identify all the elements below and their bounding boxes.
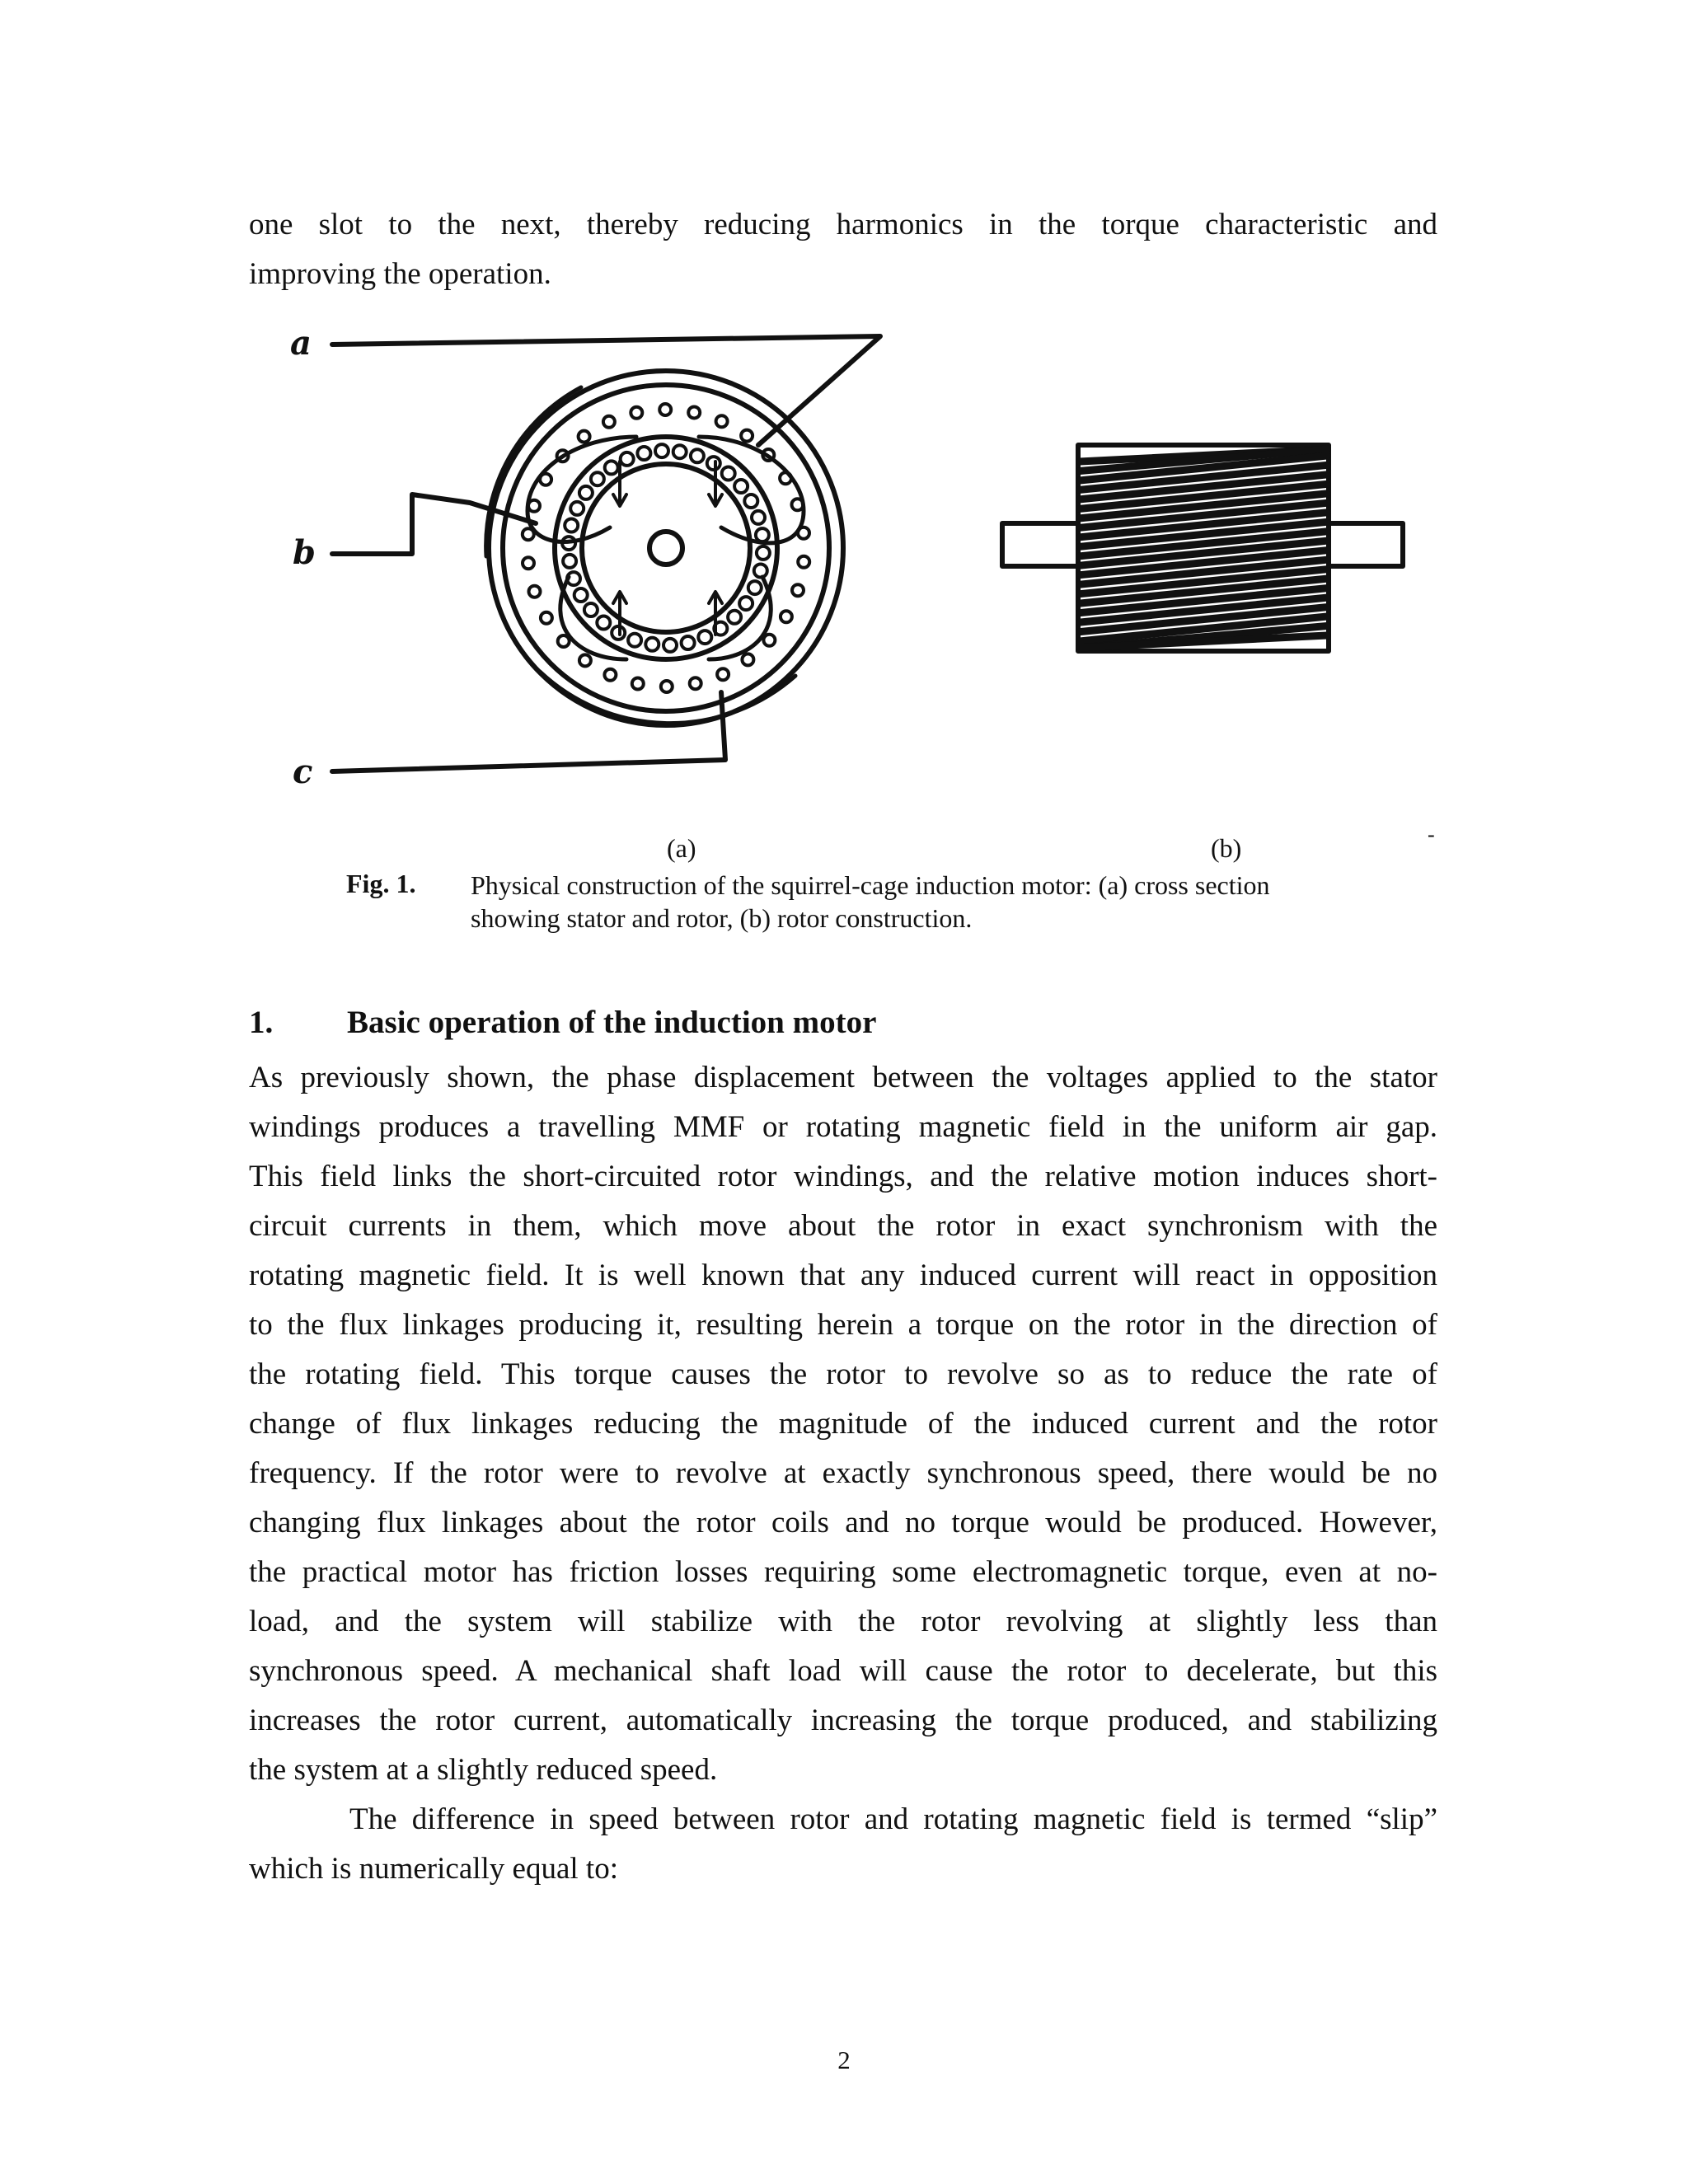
section-number: 1.	[249, 1005, 274, 1040]
winding-slot	[716, 415, 728, 427]
winding-slot	[574, 588, 588, 602]
winding-slot	[584, 603, 598, 616]
winding-slot	[579, 654, 591, 666]
stator-rotor-cross-section	[486, 371, 843, 725]
text-line: to the flux linkages producing it, resulting herein a torque on the rotor in the direction of	[249, 1308, 1437, 1342]
winding-slot	[563, 555, 576, 568]
winding-slot	[579, 486, 593, 499]
text-line: increases the rotor current, automatically increasing the torque produced, and stabilizing	[249, 1704, 1437, 1737]
current-arrows	[613, 462, 722, 635]
rotor-slots	[562, 444, 770, 652]
winding-slot	[591, 472, 604, 485]
winding-slot	[748, 581, 762, 594]
winding-slot	[661, 681, 673, 692]
text-line: synchronous speed. A mechanical shaft load will cause the rotor to decelerate, but this	[249, 1654, 1437, 1688]
caption-line: showing stator and rotor, (b) rotor construction.	[471, 903, 973, 933]
winding-slot	[739, 597, 753, 610]
shaft-circle	[649, 532, 682, 565]
text-line: one slot to the next, thereby reducing harmonics in the torque characteristic and	[249, 208, 1437, 241]
label-c-handwritten: c	[293, 752, 313, 791]
subfigure-label-a: (a)	[667, 833, 696, 863]
winding-slot	[763, 635, 775, 646]
text-line: which is numerically equal to:	[249, 1852, 618, 1886]
winding-slot	[663, 639, 677, 652]
rotor-construction-drawing	[1002, 445, 1403, 651]
slip-paragraph	[249, 1795, 1437, 1894]
winding-slot	[523, 557, 534, 569]
text-line: change of flux linkages reducing the magnitude of the induced current and the rotor	[249, 1407, 1437, 1441]
caption-line: Physical construction of the squirrel-cage induction motor: (a) cross section	[471, 870, 1270, 900]
stray-mark: -	[1428, 823, 1435, 846]
text-line: The difference in speed between rotor and rotating magnetic field is termed “slip”	[349, 1802, 1437, 1836]
winding-slot	[722, 467, 735, 480]
text-line: frequency. If the rotor were to revolve at exactly synchronous speed, there would be no	[249, 1456, 1437, 1490]
winding-slot	[632, 678, 644, 690]
text-line: As previously shown, the phase displacement between the voltages applied to the stator	[249, 1061, 1437, 1094]
winding-slot	[688, 407, 700, 419]
winding-slot	[579, 431, 590, 443]
winding-slot	[717, 668, 729, 680]
winding-slot	[734, 480, 748, 493]
winding-slot	[597, 616, 610, 630]
winding-slot	[603, 416, 615, 428]
text-line: the system at a slightly reduced speed.	[249, 1753, 718, 1787]
winding-slot	[604, 669, 616, 681]
winding-slot	[659, 404, 671, 415]
winding-slot	[756, 528, 769, 541]
text-line: the practical motor has friction losses requiring some electromagnetic torque, even at no-	[249, 1555, 1437, 1589]
figure-caption	[471, 869, 1336, 935]
label-b-handwritten: b	[293, 533, 316, 572]
winding-slot	[637, 447, 650, 460]
subfigure-label-b: (b)	[1211, 833, 1242, 863]
winding-slot	[728, 611, 741, 624]
section-title: Basic operation of the induction motor	[347, 1005, 877, 1040]
winding-slot	[673, 445, 687, 458]
text-line: the rotating field. This torque causes the rotor to revolve so as to reduce the rate of	[249, 1357, 1437, 1391]
winding-slot	[682, 636, 695, 649]
winding-slot	[798, 556, 809, 568]
winding-slot	[631, 407, 642, 419]
rotor-outer-ring	[555, 437, 777, 659]
winding-slot	[781, 611, 792, 622]
winding-slot	[698, 630, 711, 644]
winding-slot	[570, 502, 584, 515]
figure-number: Fig. 1.	[346, 869, 416, 898]
text-line: circuit currents in them, which move about the rotor in exact synchronism with the	[249, 1209, 1437, 1243]
winding-slot	[529, 586, 541, 598]
winding-slot	[742, 654, 753, 665]
phase-leads	[332, 336, 880, 771]
winding-slot	[707, 457, 720, 470]
winding-slot	[792, 584, 804, 596]
winding-slot	[752, 511, 765, 524]
winding-slot	[605, 461, 618, 474]
shaft-left	[1002, 523, 1078, 566]
winding-slot	[741, 430, 753, 442]
text-line: load, and the system will stabilize with the rotor revolving at slightly less than	[249, 1605, 1437, 1638]
winding-slot	[565, 519, 578, 532]
body-paragraph	[249, 1053, 1437, 1795]
winding-slot	[754, 565, 767, 578]
winding-slot	[757, 546, 770, 560]
motor-figure	[0, 0, 1688, 824]
lead-c	[332, 692, 725, 771]
text-line: improving the operation.	[249, 257, 551, 291]
rotor-inner-ring	[582, 464, 750, 632]
winding-slot	[690, 677, 701, 689]
winding-slot	[655, 444, 668, 457]
shaft-right	[1329, 523, 1403, 566]
winding-slot	[691, 449, 704, 462]
winding-slot	[621, 452, 634, 466]
text-line: changing flux linkages about the rotor coils and no torque would be produced. However,	[249, 1506, 1437, 1540]
page-number: 2	[837, 2046, 851, 2074]
winding-slot	[744, 494, 757, 508]
label-a-handwritten: a	[290, 324, 312, 363]
stator-inner-ring	[503, 385, 829, 711]
text-line: windings produces a travelling MMF or rotating magnetic field in the uniform air gap.	[249, 1110, 1437, 1144]
winding-slot	[541, 612, 552, 624]
winding-slot	[645, 638, 659, 651]
text-line: rotating magnetic field. It is well known that any induced current will react in opposition	[249, 1258, 1437, 1292]
text-line: This field links the short-circuited rotor windings, and the relative motion induces short-	[249, 1160, 1437, 1193]
winding-slot	[628, 634, 641, 647]
